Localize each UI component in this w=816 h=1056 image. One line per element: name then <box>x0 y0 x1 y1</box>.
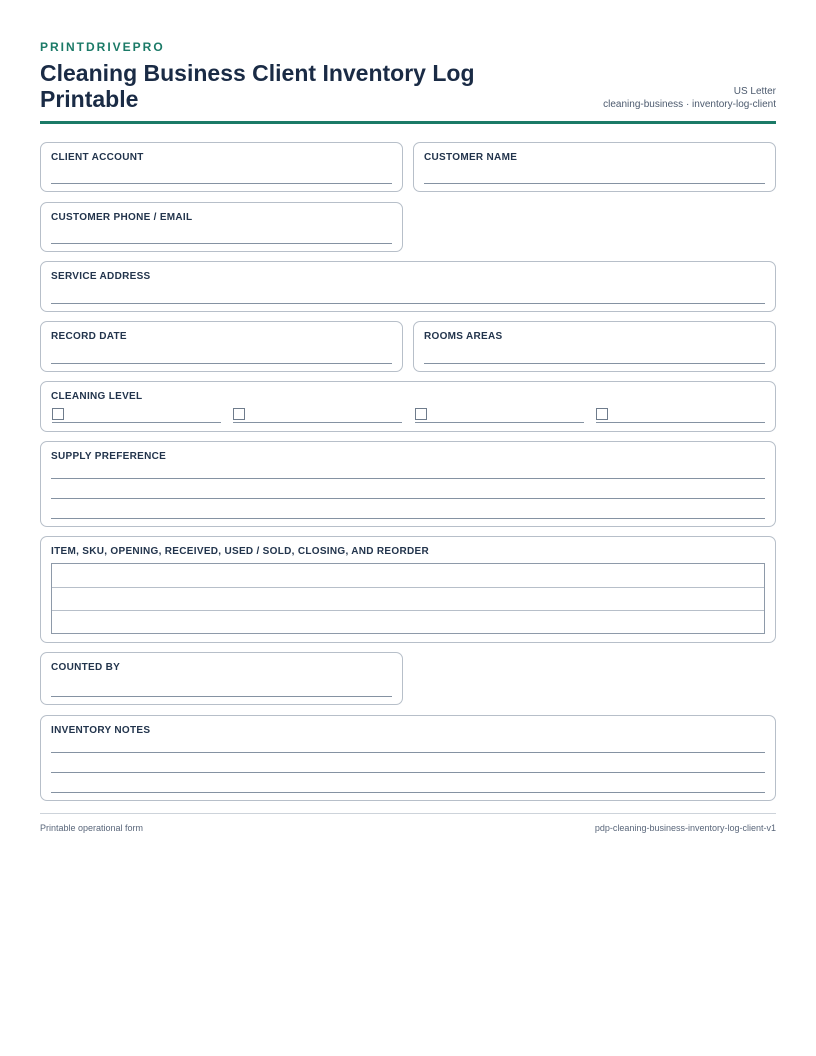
form-page <box>40 40 776 124</box>
counted-by-label: COUNTED BY <box>51 662 121 673</box>
record-date-field <box>40 321 403 372</box>
footer-left: Printable operational form <box>40 823 144 833</box>
client-account-field <box>40 142 403 192</box>
inventory-table-label: ITEM, SKU, OPENING, RECEIVED, USED / SOLD, CLOSING, AND REORDER <box>51 546 430 557</box>
page-title: Cleaning Business Client Inventory Log Printable <box>40 60 475 112</box>
counted-by-field <box>40 652 403 705</box>
checkbox-icon[interactable] <box>233 408 245 420</box>
counted-by-line[interactable] <box>51 696 392 697</box>
option-line <box>415 422 584 423</box>
table-row-divider <box>52 610 764 611</box>
inventory-notes-line-2[interactable] <box>51 772 765 773</box>
checkbox-icon[interactable] <box>52 408 64 420</box>
supply-preference-line-1[interactable] <box>51 478 765 479</box>
header-tags: cleaning-business · inventory-log-client <box>603 99 776 110</box>
customer-contact-line[interactable] <box>51 243 392 244</box>
customer-name-line[interactable] <box>424 183 765 184</box>
inventory-notes-line-1[interactable] <box>51 752 765 753</box>
supply-preference-field <box>40 441 776 527</box>
option-line <box>52 422 221 423</box>
page-header <box>40 54 776 124</box>
cleaning-level-option-3[interactable] <box>415 408 584 422</box>
paper-size: US Letter <box>733 86 776 97</box>
checkbox-icon[interactable] <box>415 408 427 420</box>
cleaning-level-label: CLEANING LEVEL <box>51 391 143 402</box>
option-line <box>233 422 402 423</box>
supply-preference-label: SUPPLY PREFERENCE <box>51 451 167 462</box>
inventory-table <box>51 563 765 634</box>
inventory-notes-line-3[interactable] <box>51 792 765 793</box>
client-account-line[interactable] <box>51 183 392 184</box>
inventory-notes-label: INVENTORY NOTES <box>51 725 151 736</box>
header-meta <box>603 85 776 111</box>
cleaning-level-option-4[interactable] <box>596 408 765 422</box>
record-date-line[interactable] <box>51 363 392 364</box>
client-account-label: CLIENT ACCOUNT <box>51 152 144 163</box>
customer-contact-field <box>40 202 403 252</box>
cleaning-level-option-2[interactable] <box>233 408 402 422</box>
checkbox-icon[interactable] <box>596 408 608 420</box>
table-row-divider <box>52 587 764 588</box>
supply-preference-line-2[interactable] <box>51 498 765 499</box>
supply-preference-line-3[interactable] <box>51 518 765 519</box>
customer-name-field <box>413 142 776 192</box>
inventory-table-section <box>40 536 776 643</box>
inventory-notes-field <box>40 715 776 801</box>
service-address-field <box>40 261 776 312</box>
footer-right: pdp-cleaning-business-inventory-log-client-v1 <box>594 823 776 833</box>
page-footer <box>40 813 776 833</box>
customer-contact-label: CUSTOMER PHONE / EMAIL <box>51 212 193 223</box>
cleaning-level-field <box>40 381 776 432</box>
service-address-line[interactable] <box>51 303 765 304</box>
service-address-label: SERVICE ADDRESS <box>51 271 151 282</box>
rooms-areas-line[interactable] <box>424 363 765 364</box>
customer-name-label: CUSTOMER NAME <box>424 152 518 163</box>
rooms-areas-field <box>413 321 776 372</box>
option-line <box>596 422 765 423</box>
brand-name: PRINTDRIVEPRO <box>40 40 165 54</box>
record-date-label: RECORD DATE <box>51 331 127 342</box>
cleaning-level-option-1[interactable] <box>52 408 221 422</box>
rooms-areas-label: ROOMS AREAS <box>424 331 503 342</box>
